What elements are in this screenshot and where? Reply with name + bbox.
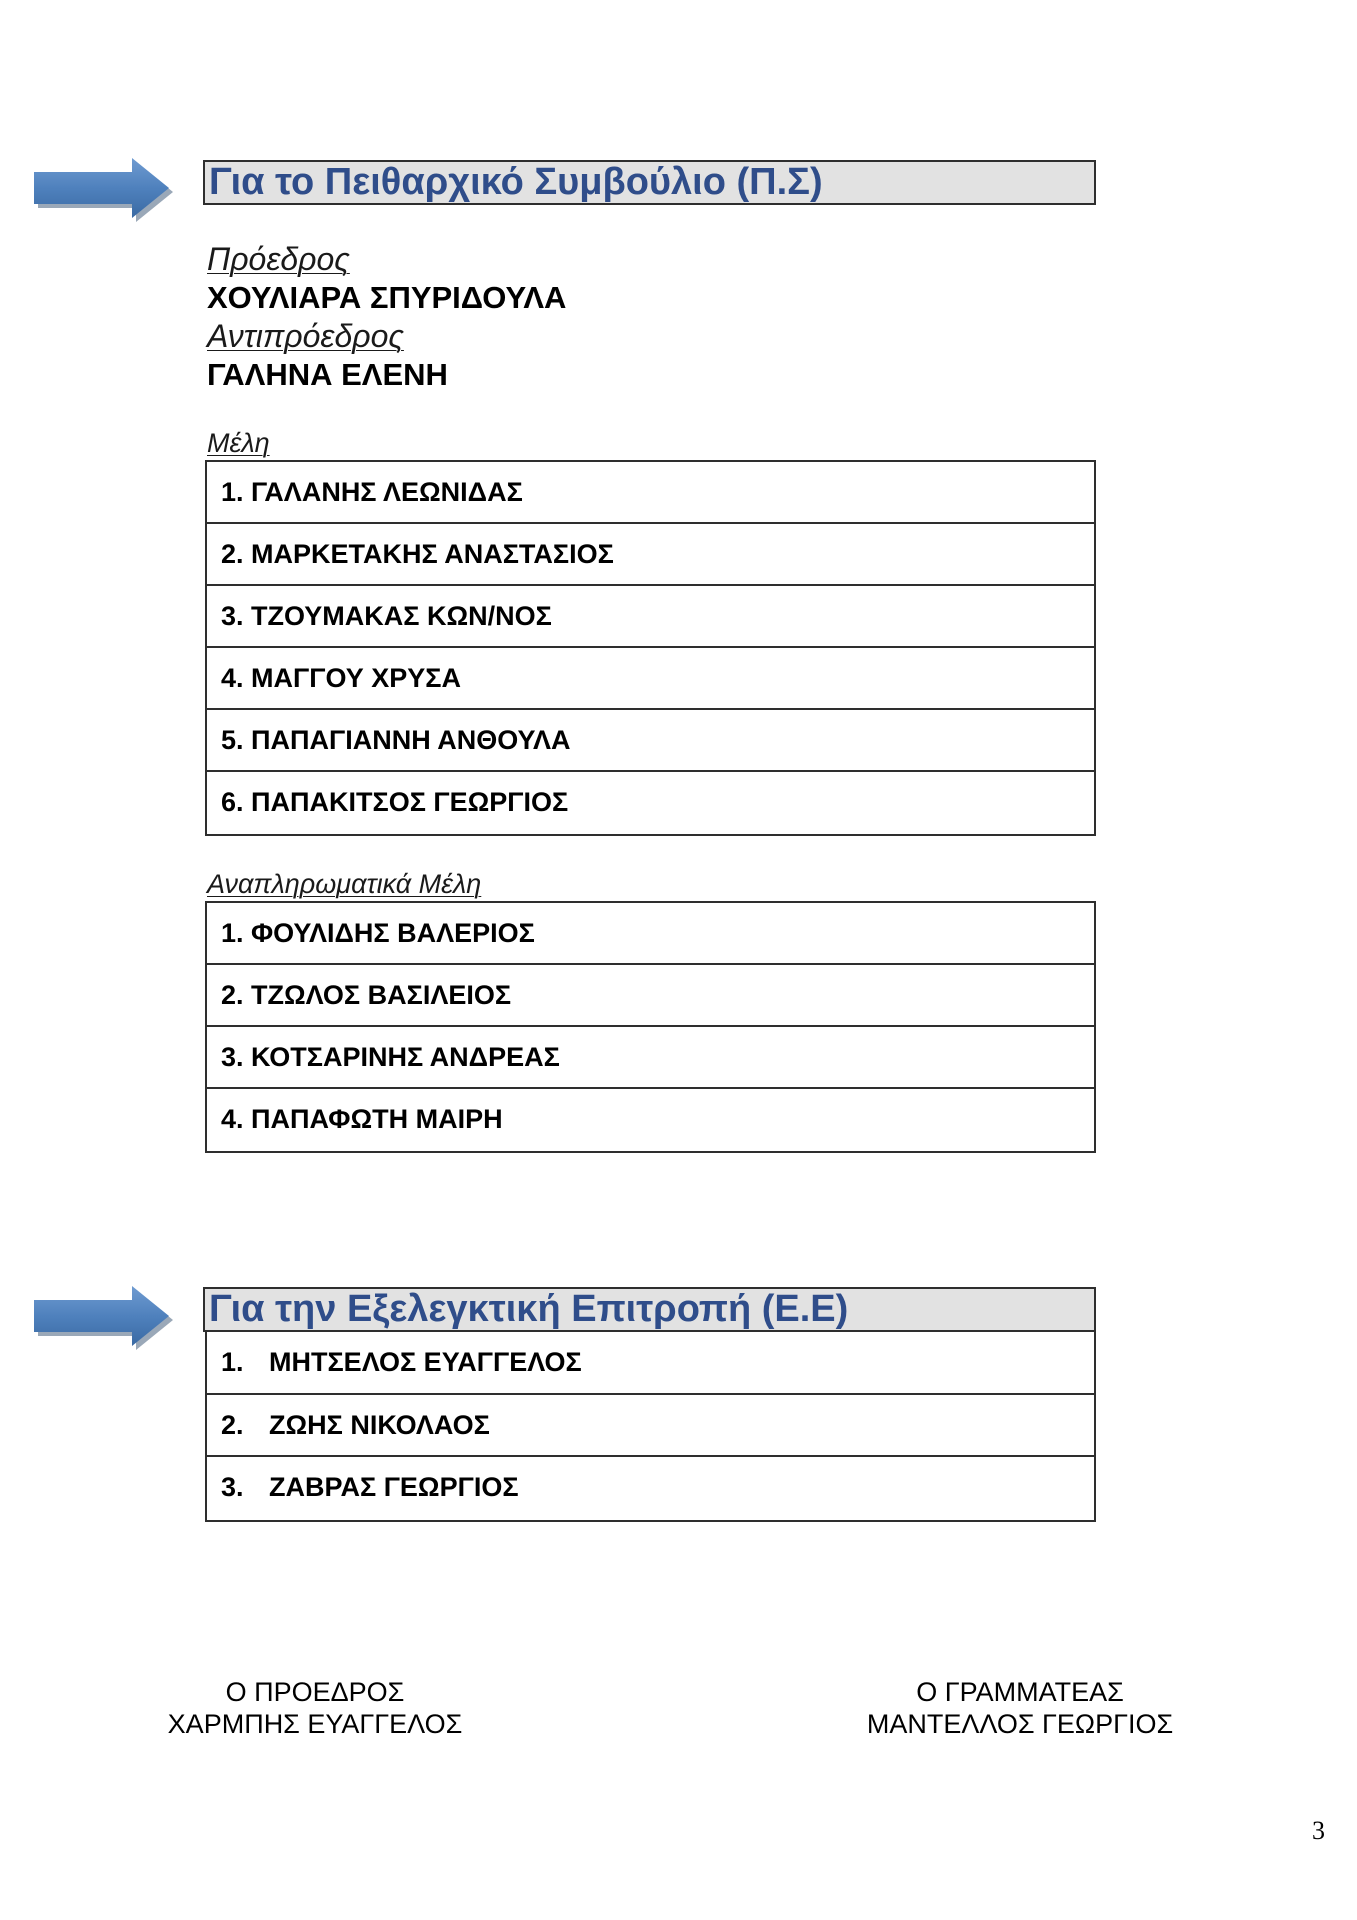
list-item: 3. ΤΖΟΥΜΑΚΑΣ ΚΩΝ/ΝΟΣ	[207, 586, 1094, 648]
list-item: 2. ΤΖΩΛΟΣ ΒΑΣΙΛΕΙΟΣ	[207, 965, 1094, 1027]
item-name: ΖΩΗΣ ΝΙΚΟΛΑΟΣ	[269, 1409, 490, 1440]
list-item: 5. ΠΑΠΑΓΙΑΝΝΗ ΑΝΘΟΥΛΑ	[207, 710, 1094, 772]
audit-committee-title: Για την Εξελεγκτική Επιτροπή (Ε.Ε)	[203, 1287, 1096, 1332]
signature-role: Ο ΠΡΟΕΔΡΟΣ	[225, 1677, 405, 1707]
page-number: 3	[1312, 1816, 1325, 1845]
list-item: 4. ΠΑΠΑΦΩΤΗ ΜΑΙΡΗ	[221, 1104, 503, 1134]
list-item	[207, 1457, 1094, 1520]
vice-president-name: ΓΑΛΗΝΑ ΕΛΕΝΗ	[207, 357, 448, 392]
list-item: 3. ΚΟΤΣΑΡΙΝΗΣ ΑΝΔΡΕΑΣ	[207, 1027, 1094, 1089]
item-number: 2.	[221, 1409, 244, 1440]
item-number: 1.	[221, 1347, 244, 1377]
signature-name: ΜΑΝΤΕΛΛΟΣ ΓΕΩΡΓΙΟΣ	[866, 1709, 1174, 1739]
president-signature-block	[120, 1676, 510, 1740]
members-list	[205, 460, 1096, 836]
list-item: 2. ΜΑΡΚΕΤΑΚΗΣ ΑΝΑΣΤΑΣΙΟΣ	[207, 524, 1094, 586]
alternates-list	[205, 901, 1096, 1153]
alternates-label: Αναπληρωματικά Μέλη	[207, 869, 482, 899]
members-label: Μέλη	[207, 428, 270, 458]
list-item	[207, 1395, 1094, 1458]
signature-role: Ο ΓΡΑΜΜΑΤΕΑΣ	[916, 1677, 1124, 1707]
list-item: 6. ΠΑΠΑΚΙΤΣΟΣ ΓΕΩΡΓΙΟΣ	[221, 787, 569, 817]
secretary-signature-block	[840, 1676, 1200, 1740]
disciplinary-council-title: Για το Πειθαρχικό Συμβούλιο (Π.Σ)	[203, 160, 1096, 205]
president-name: ΧΟΥΛΙΑΡΑ ΣΠΥΡΙΔΟΥΛΑ	[207, 280, 567, 315]
list-item: 1. ΦΟΥΛΙΔΗΣ ΒΑΛΕΡΙΟΣ	[207, 903, 1094, 965]
president-label: Πρόεδρος	[207, 241, 350, 277]
item-number: 3.	[221, 1472, 244, 1502]
item-name: ΜΗΤΣΕΛΟΣ ΕΥΑΓΓΕΛΟΣ	[269, 1347, 582, 1377]
list-item	[207, 1332, 1094, 1395]
list-item: 4. ΜΑΓΓΟΥ ΧΡΥΣΑ	[207, 648, 1094, 710]
list-item: 1. ΓΑΛΑΝΗΣ ΛΕΩΝΙΔΑΣ	[207, 462, 1094, 524]
vice-president-label: Αντιπρόεδρος	[207, 318, 404, 354]
item-name: ΖΑΒΡΑΣ ΓΕΩΡΓΙΟΣ	[269, 1472, 519, 1502]
arrow-right-icon	[32, 1286, 174, 1350]
signature-name: ΧΑΡΜΠΗΣ ΕΥΑΓΓΕΛΟΣ	[167, 1709, 463, 1739]
audit-committee-list	[205, 1330, 1096, 1522]
arrow-right-icon	[32, 158, 174, 222]
